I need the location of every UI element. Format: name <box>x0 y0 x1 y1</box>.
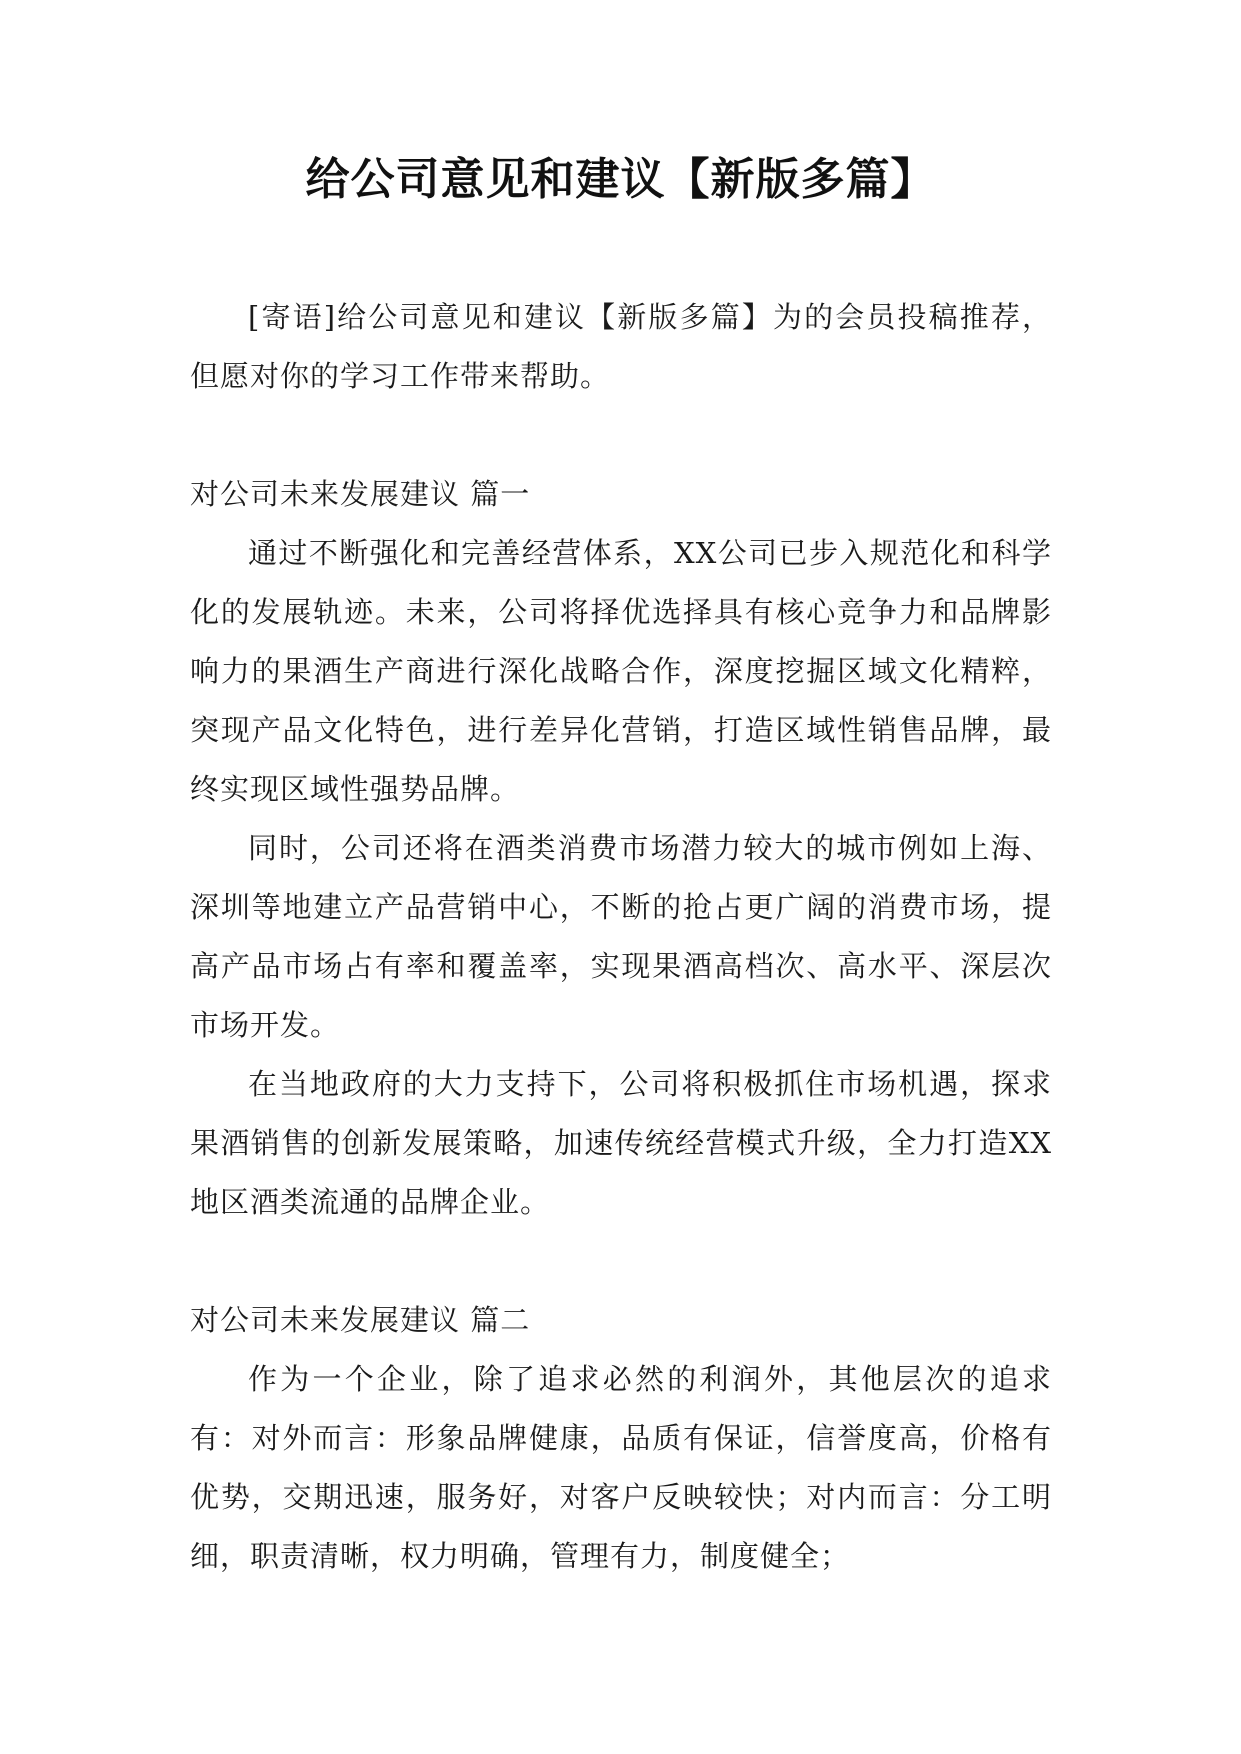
document-body <box>190 288 1052 1586</box>
intro-paragraph: [寄语]给公司意见和建议【新版多篇】为的会员投稿推荐，但愿对你的学习工作带来帮助。 <box>190 300 1052 393</box>
section-heading-1: 对公司未来发展建议 篇一 <box>190 477 531 511</box>
section-heading-2: 对公司未来发展建议 篇二 <box>190 1303 531 1337</box>
section-spacer <box>190 1232 1052 1291</box>
document-title: 给公司意见和建议【新版多篇】 <box>305 154 936 205</box>
section-2-paragraph-1: 作为一个企业，除了追求必然的利润外，其他层次的追求有：对外而言：形象品牌健康，品质有保证，信誉度高，价格有优势，交期迅速，服务好，对客户反映较快；对内而言：分工明细，职责清晰，权力明确，管理有力，制度健全； <box>190 1362 1052 1573</box>
section-1-paragraph-3: 在当地政府的大力支持下，公司将积极抓住市场机遇，探求果酒销售的创新发展策略，加速传统经营模式升级，全力打造XX地区酒类流通的品牌企业。 <box>190 1067 1052 1219</box>
section-spacer <box>190 406 1052 465</box>
section-1-paragraph-1: 通过不断强化和完善经营体系，XX公司已步入规范化和科学化的发展轨迹。未来，公司将择优选择具有核心竞争力和品牌影响力的果酒生产商进行深化战略合作，深度挖掘区域文化精粹，突现产品文化特色，进行差异化营销，打造区域性销售品牌，最终实现区域性强势品牌。 <box>190 536 1052 806</box>
section-1-paragraph-2: 同时，公司还将在酒类消费市场潜力较大的城市例如上海、深圳等地建立产品营销中心，不断的抢占更广阔的消费市场，提高产品市场占有率和覆盖率，实现果酒高档次、高水平、深层次市场开发。 <box>190 831 1052 1042</box>
